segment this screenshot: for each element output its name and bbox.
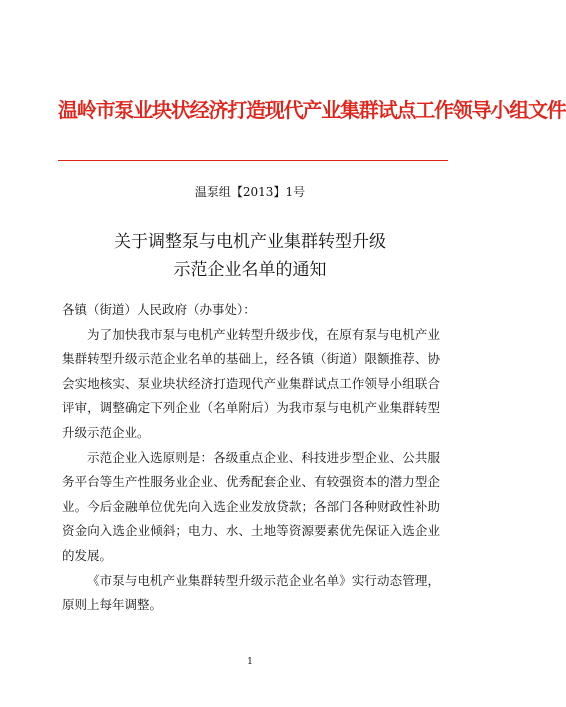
- document-title: [0, 228, 500, 284]
- document-body: [62, 298, 440, 618]
- document-title-line-1: 关于调整泵与电机产业集群转型升级: [114, 232, 386, 252]
- document-number: 温泵组【2013】1号: [194, 185, 306, 199]
- document-header-title: 温岭市泵业块状经济打造现代产业集群试点工作领导小组文件: [58, 98, 566, 122]
- body-paragraph-2: 示范企业入选原则是：各级重点企业、科技进步型企业、公共服务平台等生产性服务业企业、优秀配套企业、有较强资本的潜力型企业。今后金融单位优先向入选企业发放贷款；各部门各种财政性补助资金向入选企业倾斜；电力、水、土地等资源要素优先保证入选企业的发展。: [62, 449, 440, 563]
- body-paragraph-1: 为了加快我市泵与电机产业转型升级步伐，在原有泵与电机产业集群转型升级示范企业名单的基础上，经各镇（街道）限额推荐、协会实地核实、泵业块状经济打造现代产业集群试点工作领导小组联合评审，调整确定下列企业（名单附后）为我市泵与电机产业集群转型升级示范企业。: [62, 326, 440, 440]
- header-divider-line: [58, 160, 448, 161]
- addressee-line: 各镇（街道）人民政府（办事处）：: [62, 302, 256, 317]
- document-title-line-2: 示范企业名单的通知: [173, 260, 327, 280]
- body-paragraph-3: 《市泵与电机产业集群转型升级示范企业名单》实行动态管理，原则上每年调整。: [62, 572, 440, 613]
- page-number: 1: [247, 657, 253, 667]
